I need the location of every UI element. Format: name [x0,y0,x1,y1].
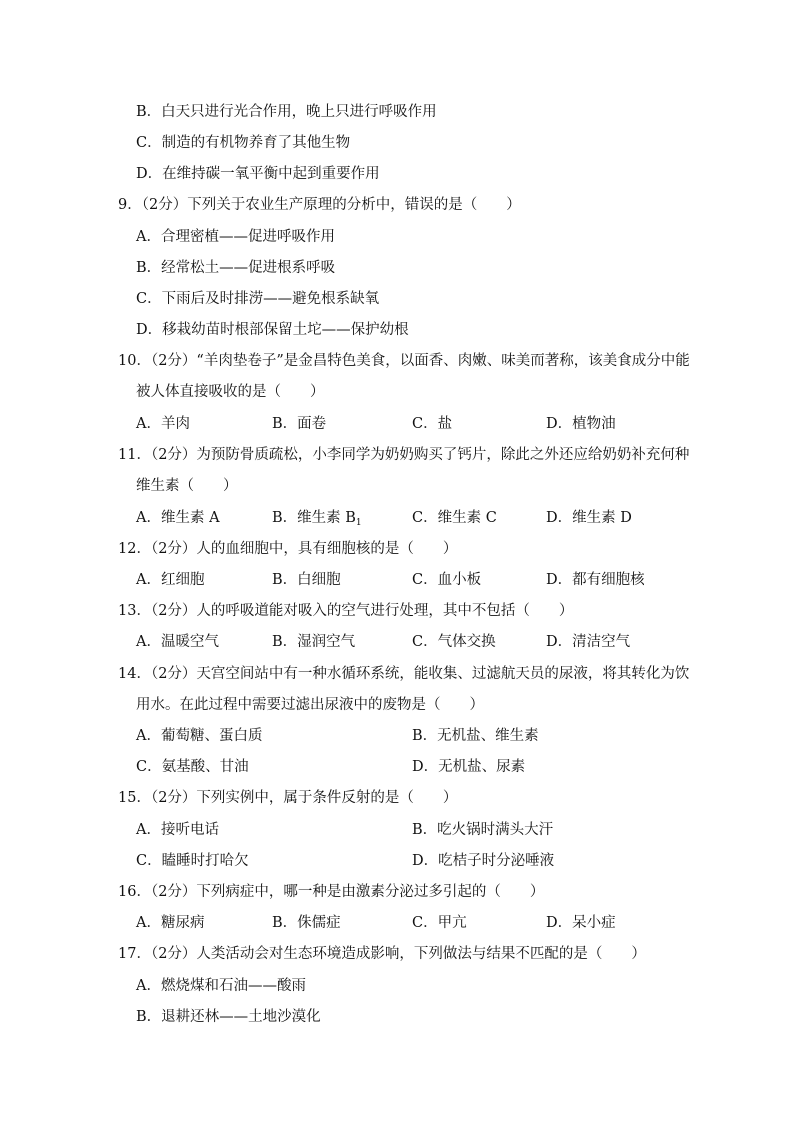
q9-option-b: B．经常松土——促进根系呼吸 [136,260,336,276]
q13-option-a: A．温暖空气 [136,634,219,650]
q12-option-c: C．血小板 [412,572,482,588]
q12-option-d: D．都有细胞核 [546,572,645,588]
q15-option-b: B．吃火锅时满头大汗 [412,822,554,838]
q13-option-b: B．湿润空气 [272,634,356,650]
q12-option-a: A．红细胞 [136,572,205,588]
q14-option-c: C．氨基酸、甘油 [136,759,249,775]
q14-option-a: A．葡萄糖、蛋白质 [136,728,263,744]
q9-stem: 9．（2分）下列关于农业生产原理的分析中，错误的是（ ） [118,197,521,213]
q11-option-d: D．维生素 D [546,510,632,526]
q11-stem-line2: 维生素（ ） [136,478,238,494]
q10-option-a: A．羊肉 [136,416,190,432]
q11-stem-line1: 11．（2分）为预防骨质疏松，小李同学为奶奶购买了钙片，除此之外还应给奶奶补充何种 [118,447,690,463]
prev-option-c: C．制造的有机物养育了其他生物 [136,135,351,151]
q10-option-c: C．盐 [412,416,453,432]
q14-option-b: B．无机盐、维生素 [412,728,539,744]
prev-option-d: D．在维持碳一氧平衡中起到重要作用 [136,166,380,182]
q16-stem: 16．（2分）下列病症中，哪一种是由激素分泌过多引起的（ ） [118,884,545,900]
q17-option-b: B．退耕还林——土地沙漠化 [136,1009,321,1025]
q9-option-a: A．合理密植——促进呼吸作用 [136,229,335,245]
q16-option-a: A．糖尿病 [136,915,205,931]
q9-option-c: C．下雨后及时排涝——避免根系缺氧 [136,291,380,307]
q14-option-d: D．无机盐、尿素 [412,759,526,775]
q11-option-a: A．维生素 A [136,510,220,526]
q16-option-d: D．呆小症 [546,915,616,931]
q10-option-b: B．面卷 [272,416,327,432]
q10-stem-line1: 10．（2分）“羊肉垫卷子”是金昌特色美食，以面香、肉嫩、味美而著称，该美食成分中能 [118,353,690,369]
q14-stem-line1: 14．（2分）天宫空间站中有一种水循环系统，能收集、过滤航天员的尿液，将其转化为饮 [118,666,690,682]
q15-option-d: D．吃桔子时分泌唾液 [412,853,555,869]
q10-option-d: D．植物油 [546,416,616,432]
q12-stem: 12．（2分）人的血细胞中，具有细胞核的是（ ） [118,541,458,557]
q16-option-b: B．侏儒症 [272,915,341,931]
q17-stem: 17．（2分）人类活动会对生态环境造成影响，下列做法与结果不匹配的是（ ） [118,946,646,962]
prev-option-b: B．白天只进行光合作用，晚上只进行呼吸作用 [136,104,437,120]
q13-stem: 13．（2分）人的呼吸道能对吸入的空气进行处理，其中不包括（ ） [118,603,574,619]
q16-option-c: C．甲亢 [412,915,467,931]
q14-stem-line2: 用水。在此过程中需要过滤出尿液中的废物是（ ） [136,697,484,713]
q15-option-a: A．接听电话 [136,822,219,838]
q13-option-c: C．气体交换 [412,634,496,650]
q10-stem-line2: 被人体直接吸收的是（ ） [136,384,325,400]
q13-option-d: D．清洁空气 [546,634,631,650]
q17-option-a: A．燃烧煤和石油——酸雨 [136,978,306,994]
q11-option-b-subscript: 1 [355,518,362,528]
q12-option-b: B．白细胞 [272,572,341,588]
q11-option-b [272,508,362,533]
q11-option-b-text: B．维生素 B [272,510,356,526]
q15-option-c: C．瞌睡时打哈欠 [136,853,249,869]
q11-option-c: C．维生素 C [412,510,497,526]
q9-option-d: D．移栽幼苗时根部保留土坨——保护幼根 [136,322,409,338]
q15-stem: 15．（2分）下列实例中，属于条件反射的是（ ） [118,790,458,806]
